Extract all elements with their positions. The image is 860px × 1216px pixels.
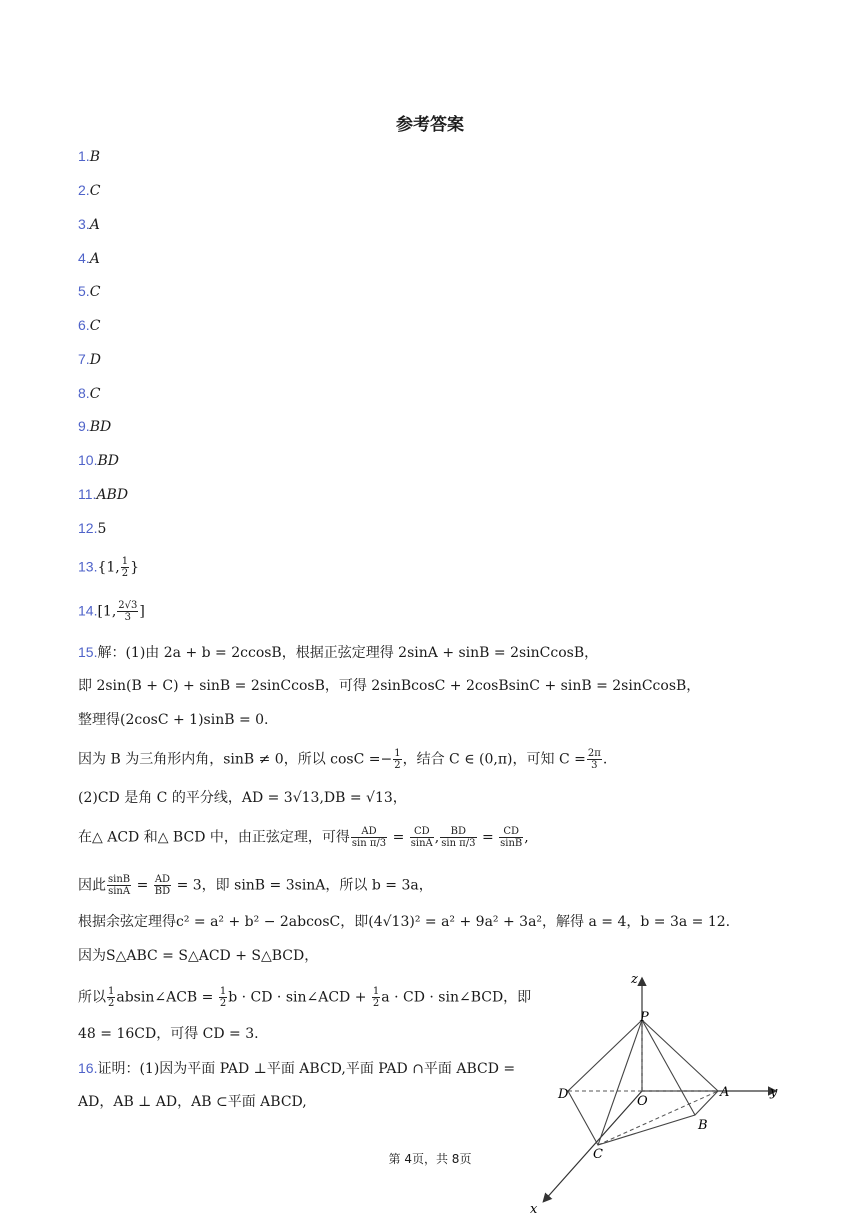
fraction: $\frac{2√3}{3}$: [118, 600, 138, 623]
answer-value: C: [89, 284, 101, 300]
x-axis: [544, 1091, 642, 1201]
label-B: B: [698, 1118, 708, 1133]
q15-line-5: (2)CD 是角 C 的平分线，AD = 3√13,DB = √13，: [78, 790, 407, 806]
label-O: O: [637, 1094, 648, 1109]
answer-value: A: [89, 217, 100, 233]
answer-value: 5: [97, 521, 107, 537]
answer-value: C: [89, 318, 101, 334]
answer-number: 3.: [78, 216, 90, 232]
answer-2: [78, 180, 100, 201]
answer-number: 12.: [78, 520, 98, 536]
q16-line-2: AD，AB ⊥ AD，AB ⊂平面 ABCD,: [78, 1094, 307, 1110]
q15-line-7: 因此 $\frac{\sin B}{\sin A}$ = $\frac{AD}{BD}$ = 3，即 sinB = 3sinA，所以 b = 3a，: [78, 874, 433, 897]
answer-number: 1.: [78, 148, 90, 164]
answer-4: [78, 248, 100, 269]
q15-line-3: 整理得(2cosC + 1)sinB = 0.: [78, 712, 269, 728]
answer-value: BD: [89, 419, 112, 435]
q16-line-1: 16.证明：(1)因为平面 PAD ⊥平面 ABCD,平面 PAD ∩平面 ABCD =: [78, 1060, 516, 1077]
q15-line-6: 在△ ACD 和△ BCD 中，由正弦定理，可得 $\frac{AD}{\text{sin π/3}}$ = $\frac{CD}{\sin A}$ , $\frac{BD}{\text{sin π/3}}$ = $\frac{CD}{\sin B}$ ,: [78, 826, 529, 849]
answer-7: [78, 349, 101, 370]
answer-number: 8.: [78, 385, 90, 401]
answer-number: 4.: [78, 250, 90, 266]
pyramid-figure: [530, 965, 790, 1216]
page-footer: 第 4页，共 8页: [388, 1152, 472, 1166]
q15-line-8: 根据余弦定理得c² = a² + b² − 2abcosC，即(4√13)² = a² + 9a² + 3a²，解得 a = 4，b = 3a = 12.: [78, 914, 731, 930]
answer-10: [78, 450, 119, 471]
q15-line-11: 48 = 16CD，可得 CD = 3.: [78, 1026, 259, 1042]
label-A: A: [720, 1085, 730, 1100]
q15-line-9: 因为S△ABC = S△ACD + S△BCD，: [78, 948, 319, 964]
answer-3: [78, 214, 100, 235]
page-title: 参考答案: [396, 115, 464, 135]
label-y: y: [770, 1085, 778, 1100]
answer-value: C: [89, 386, 101, 402]
answer-14: 14.[1, $\frac{2√3}{3}$ ]: [78, 600, 145, 623]
answer-number: 5.: [78, 283, 90, 299]
answer-11: [78, 484, 128, 505]
answer-5: [78, 281, 100, 302]
answer-value: A: [89, 251, 100, 267]
answer-6: [78, 315, 100, 336]
q15-line-2: 即 2sin(B + C) + sinB = 2sinCcosB，可得 2sinBcosC + 2cosBsinC + sinB = 2sinCcosB，: [78, 678, 701, 694]
answer-number: 2.: [78, 182, 90, 198]
label-z: z: [631, 972, 638, 987]
answer-value: BD: [97, 453, 119, 469]
answer-8: [78, 383, 100, 404]
answer-number: 9.: [78, 418, 90, 434]
answer-value: C: [89, 183, 101, 199]
q15-line-1: 15.解：(1)由 2a + b = 2ccosB，根据正弦定理得 2sinA + sinB = 2sinCcosB，: [78, 644, 599, 661]
answer-1: [78, 146, 100, 167]
answer-12: [78, 518, 106, 539]
answer-number: 6.: [78, 317, 90, 333]
answer-value: ABD: [96, 487, 129, 503]
answer-number: 7.: [78, 351, 90, 367]
answer-value: D: [89, 352, 101, 368]
label-P: P: [640, 1010, 649, 1025]
q15-line-4: 因为 B 为三角形内角，sinB ≠ 0，所以 cosC =− $\frac{1}{2}$ ，结合 C ∈ (0,π)，可知 C = $\frac{2\pi}{3}$ .: [78, 748, 608, 771]
fraction: $\frac{1}{2}$: [121, 556, 129, 579]
answer-number: 10.: [78, 452, 98, 468]
label-D: D: [558, 1087, 569, 1102]
answer-number: 11.: [78, 486, 97, 502]
answer-value: B: [89, 149, 100, 165]
label-C: C: [593, 1147, 603, 1162]
q15-line-10: 所以 $\frac{1}{2}$ absin∠ACB = $\frac{1}{2}$ b · CD · sin∠ACD + $\frac{1}{2}$ a · CD · sin∠BCD，即: [78, 986, 532, 1009]
answer-13: 13.{1, $\frac{1}{2}$ }: [78, 556, 140, 579]
answer-9: [78, 416, 111, 437]
label-x: x: [530, 1202, 538, 1216]
